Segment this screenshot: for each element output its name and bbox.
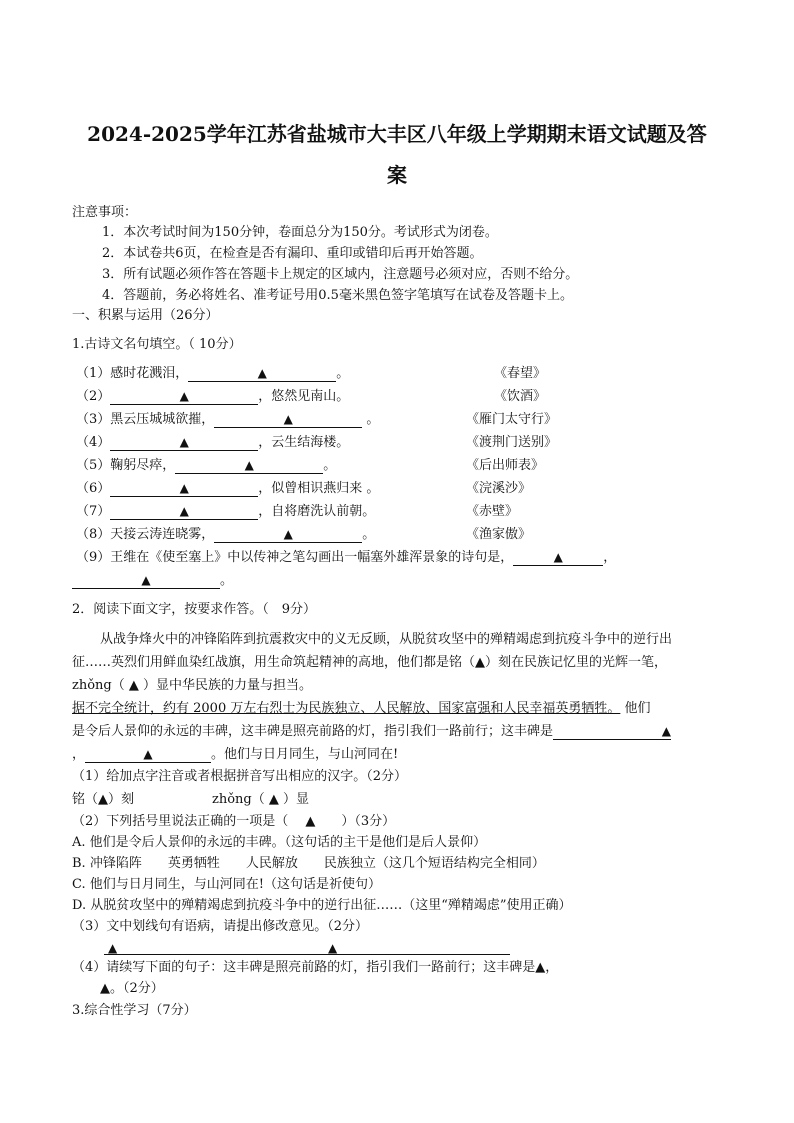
poem-line-1: （1）感时花溅泪， ▲ 。: [76, 366, 350, 381]
poem-source-8: 《渔家傲》: [466, 527, 532, 542]
option-d: D. 从脱贫攻坚中的殚精竭虑到抗疫斗争中的逆行出征……（这里“殚精竭虑”使用正确）: [72, 898, 572, 913]
poem-line-7: （7） ▲ ，自将磨洗认前朝。: [76, 504, 376, 519]
poem-line-2: （2） ▲ ，悠然见南山。: [76, 389, 350, 404]
underlined-sentence: 据不完全统计，约有 2000 万左右烈士为民族独立、人民解放、国家富强和人民幸福英勇牺牲。: [72, 701, 621, 716]
answer-blank[interactable]: ▲: [110, 504, 258, 520]
answer-blank[interactable]: ▲: [110, 435, 258, 451]
poem-line-3: （3）黑云压城城欲摧， ▲ 。: [76, 412, 380, 427]
question-3-heading: 3.综合性学习（7分）: [72, 1003, 197, 1018]
poem-line-8: （8）天接云涛连晓雾， ▲ 。: [76, 527, 376, 542]
answer-blank[interactable]: ▲: [214, 527, 362, 543]
passage-line-2: 征……英烈们用鲜血染红战旗，用生命筑起精神的高地，他们都是铭（▲）刻在民族记忆里的光辉一笔，: [72, 655, 667, 670]
poem-line-4: （4） ▲ ，云生结海楼。: [76, 435, 350, 450]
answer-blank[interactable]: ▲: [72, 573, 220, 589]
subquestion-4-continued: ▲。（2分）: [100, 981, 164, 996]
poem-line-6: （6） ▲ ，似曾相识燕归来 。: [76, 481, 380, 496]
notice-item-3: 3．所有试题必须作答在答题卡上规定的区域内，注意题号必须对应，否则不给分。: [102, 267, 579, 282]
question-1-heading: 1.古诗文名句填空。（ 10分）: [72, 337, 242, 352]
poem-source-5: 《后出师表》: [466, 458, 545, 473]
poem-source-6: 《浣溪沙》: [466, 481, 532, 496]
answer-blank[interactable]: ▲: [85, 747, 211, 763]
passage-line-3: zhǒng（ ▲ ）显中华民族的力量与担当。: [72, 678, 313, 693]
page-title-continued: 案: [387, 163, 407, 187]
answer-blank[interactable]: ▲: [188, 366, 336, 382]
answer-blank[interactable]: ▲: [214, 412, 362, 428]
poem-source-3: 《雁门太守行》: [466, 412, 558, 427]
option-c: C. 他们与日月同生，与山河同在!（这句话是祈使句）: [72, 877, 381, 892]
passage-line-1: 从战争烽火中的冲锋陷阵到抗震救灾中的义无反顾，从脱贫攻坚中的殚精竭虑到抗疫斗争中的逆行出: [100, 632, 673, 647]
poem-line-5: （5）鞠躬尽瘁， ▲ 。: [76, 458, 337, 473]
passage-line-5: 是令后人景仰的永远的丰碑，这丰碑是照亮前路的灯，指引我们一路前行；这丰碑是 ▲: [72, 724, 672, 739]
subquestion-4: （4）请续写下面的句子：这丰碑是照亮前路的灯，指引我们一路前行；这丰碑是▲，: [72, 960, 559, 975]
subquestion-1-item-a: 铭（▲）刻: [72, 792, 134, 807]
option-a: A. 他们是令后人景仰的永远的丰碑。（这句话的主干是他们是后人景仰）: [72, 835, 487, 850]
notice-item-4: 4．答题前，务必将姓名、准考证号用0.5毫米黑色签字笔填写在试卷及答题卡上。: [102, 288, 573, 303]
subquestion-1: （1）给加点字注音或者根据拼音写出相应的汉字。（2分）: [72, 769, 408, 784]
poem-source-1: 《春望》: [494, 366, 547, 381]
answer-blank[interactable]: ▲: [553, 724, 671, 740]
subquestion-3: （3）文中划线句有语病，请提出修改意见。（2分）: [72, 919, 369, 934]
notice-item-1: 1．本次考试时间为150分钟，卷面总分为150分。考试形式为闭卷。: [102, 225, 498, 240]
question-2-heading: 2．阅读下面文字，按要求作答。（ 9分）: [72, 602, 317, 617]
page-title: 2024-2025学年江苏省盐城市大丰区八年级上学期期末语文试题及答: [87, 122, 707, 146]
section-1-heading: 一、积累与运用（26分）: [72, 308, 219, 323]
subquestion-3-answer-line: [104, 939, 510, 961]
poem-line-9: （9）王维在《使至塞上》中以传神之笔勾画出一幅塞外雄浑景象的诗句是， ▲ ，: [76, 550, 617, 565]
subquestion-1-item-b: zhǒng（ ▲ ）显: [212, 792, 310, 807]
answer-blank[interactable]: ▲: [110, 389, 258, 405]
answer-blank[interactable]: ▲: [175, 458, 323, 474]
poem-source-4: 《渡荆门送别》: [466, 435, 558, 450]
notice-item-2: 2．本试卷共6页，在检查是否有漏印、重印或错印后再开始答题。: [102, 246, 483, 261]
poem-source-7: 《赤壁》: [466, 504, 519, 519]
subquestion-2: （2）下列括号里说法正确的一项是（ ▲ ）（3分）: [72, 814, 396, 829]
answer-blank[interactable]: ▲ ▲: [104, 939, 510, 955]
answer-blank[interactable]: ▲: [513, 550, 603, 566]
answer-blank[interactable]: ▲: [110, 481, 258, 497]
passage-line-4: 据不完全统计，约有 2000 万左右烈士为民族独立、人民解放、国家富强和人民幸福英勇牺牲。 他们: [72, 701, 651, 716]
notice-heading: 注意事项：: [72, 205, 138, 220]
poem-source-2: 《饮酒》: [494, 389, 547, 404]
poem-line-9-continued: ▲ 。: [72, 572, 233, 590]
option-b: B. 冲锋陷阵 英勇牺牲 人民解放 民族独立（这几个短语结构完全相同）: [72, 856, 545, 871]
passage-line-6: ， ▲ 。他们与日月同生，与山河同在!: [72, 747, 399, 762]
